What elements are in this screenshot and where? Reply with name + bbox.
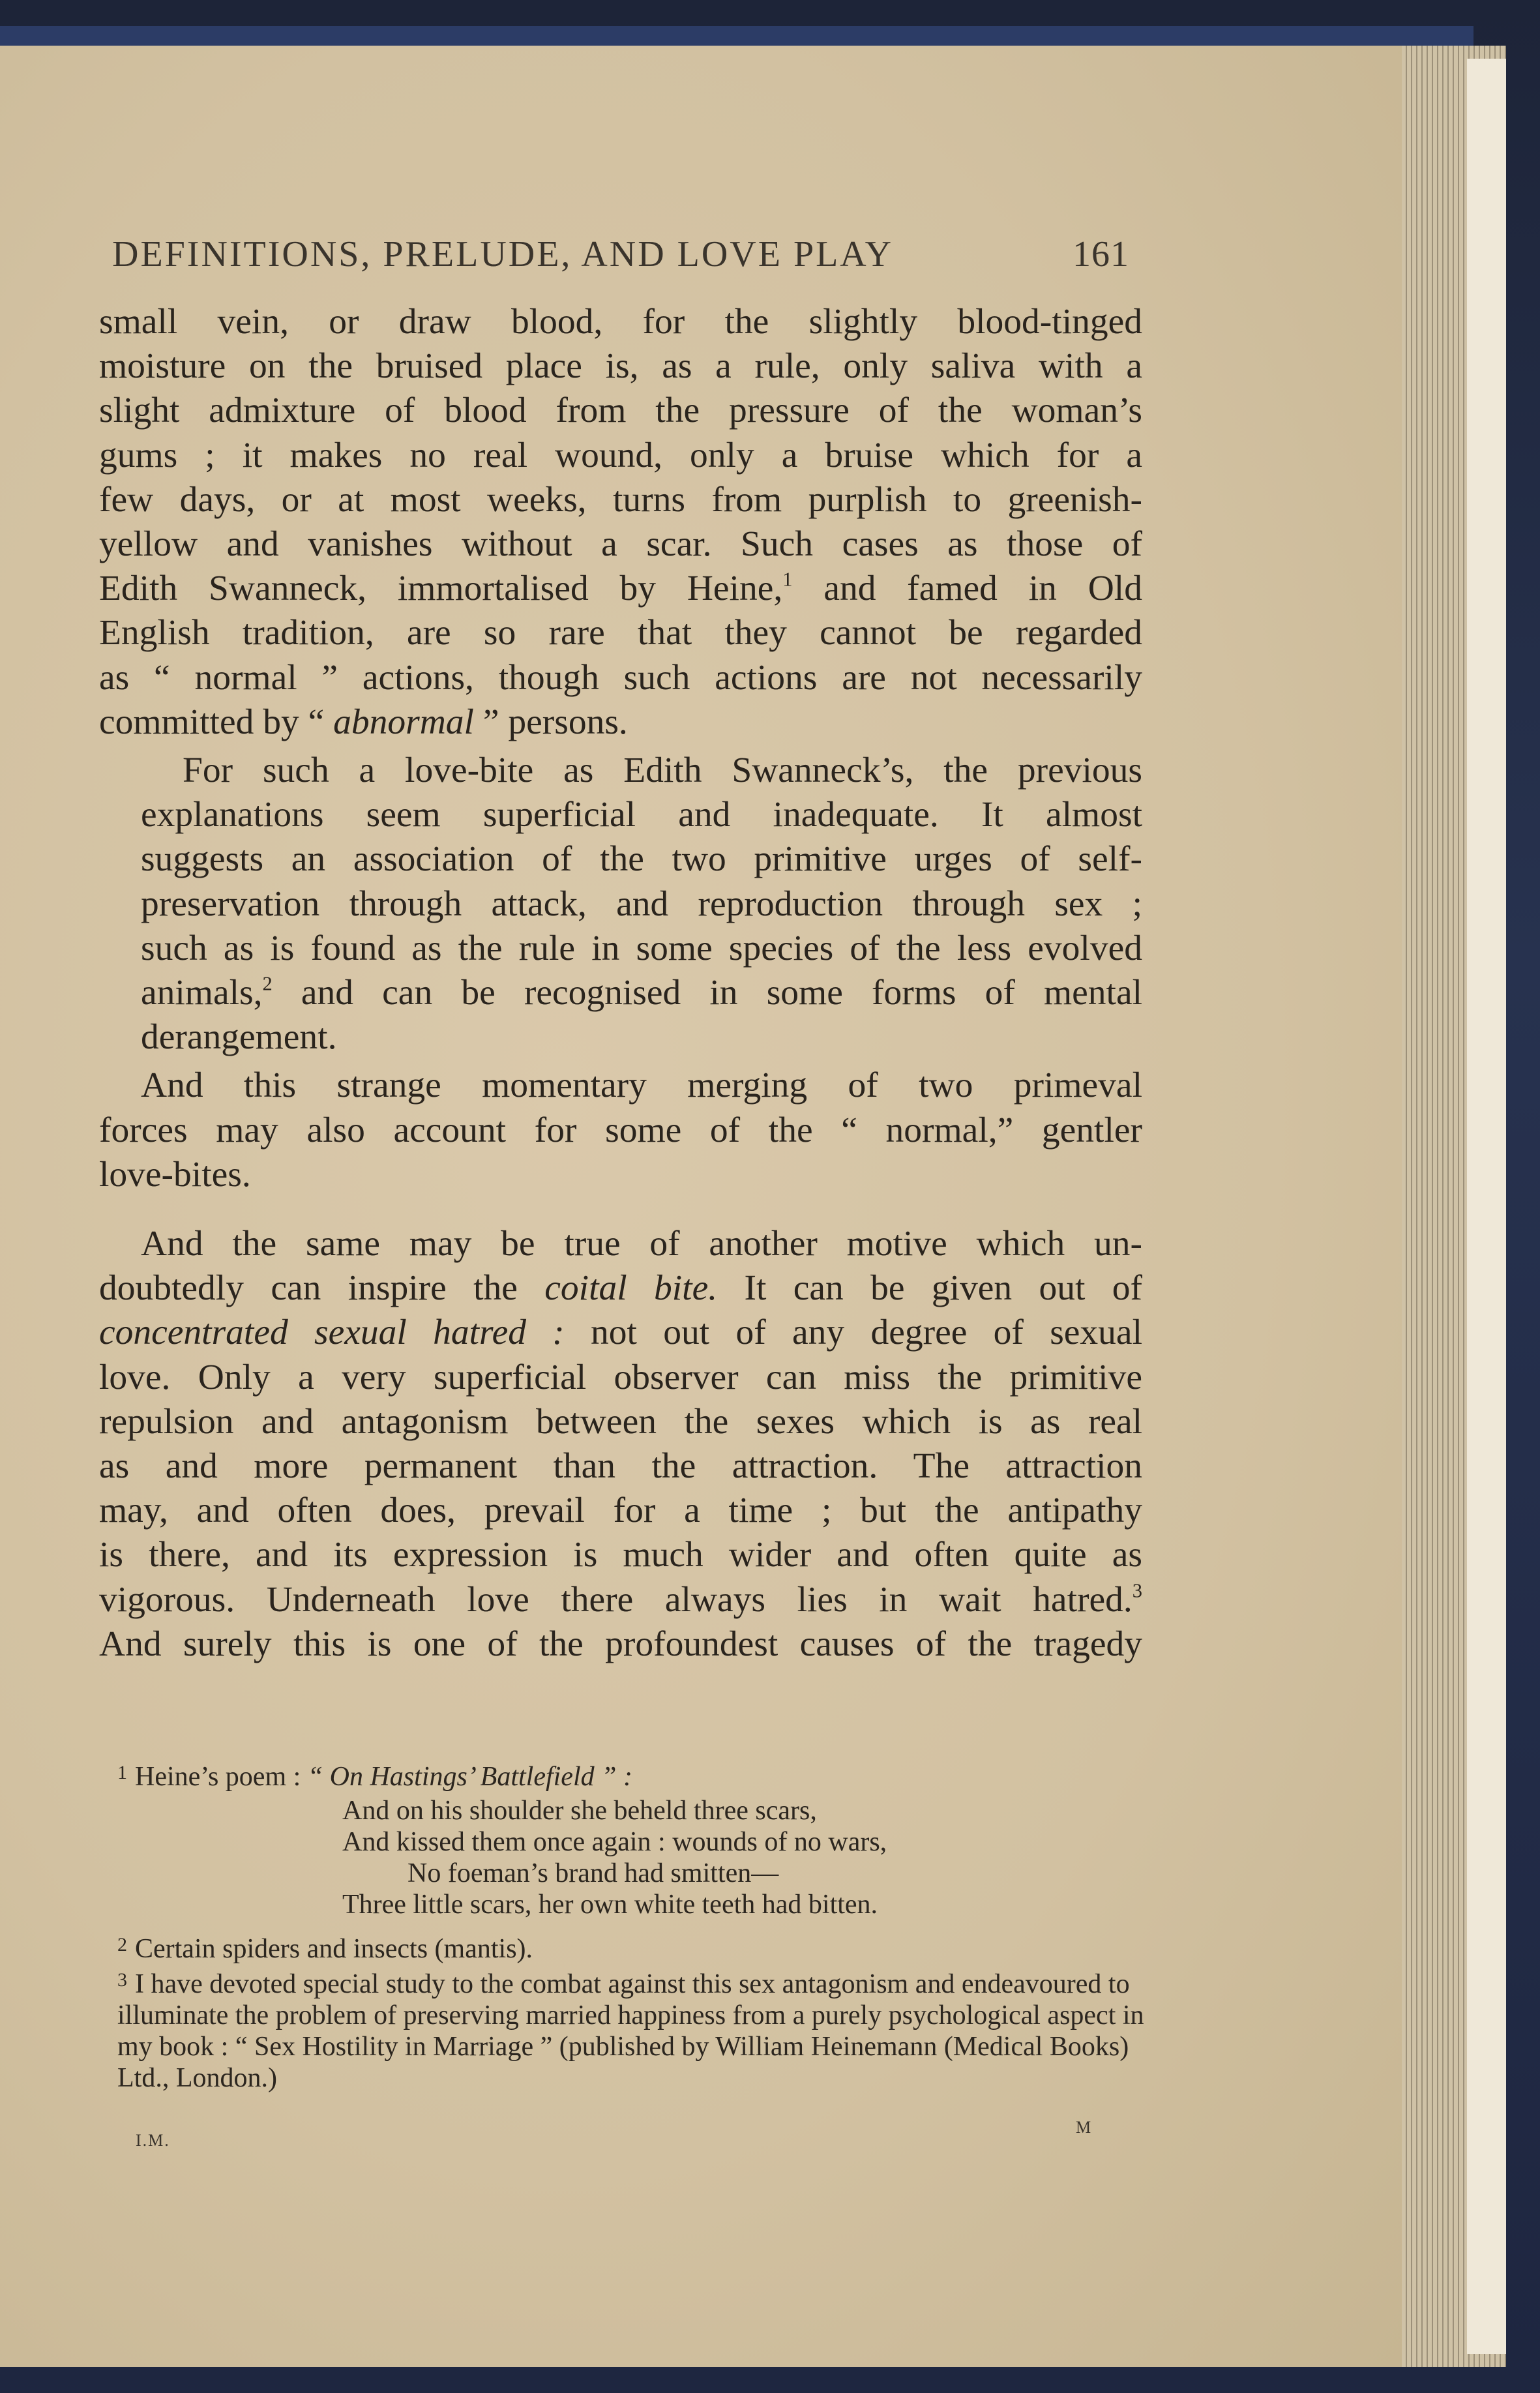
- paragraph-2: [99, 749, 1142, 1060]
- footnote-ref-3: 3: [1132, 1579, 1142, 1602]
- text-line: And surely this is one of the profoundest causes of the tragedy: [99, 1624, 1142, 1664]
- signature-mark-left: I.M.: [136, 2131, 170, 2150]
- text-segment: and can be recognised in some forms of mental: [272, 973, 1142, 1013]
- footnote-1: [117, 1757, 1154, 1792]
- text-line: explanations seem superficial and inadequate. It almost: [141, 795, 1142, 835]
- text-line: derangement.: [141, 1017, 337, 1058]
- footnote-3-number: 3: [117, 1969, 127, 1991]
- text-line: gums ; it makes no real wound, only a bruise which for a: [99, 435, 1142, 475]
- text-segment: and famed in Old: [792, 569, 1142, 609]
- running-head: [112, 233, 1129, 275]
- italic-concentrated-hatred: concentrated sexual hatred :: [99, 1313, 565, 1353]
- text-segment: Edith Swanneck, immortalised by Heine,: [99, 569, 783, 609]
- signature-mark-right: M: [1076, 2118, 1091, 2137]
- page-edges-outer: [1467, 59, 1506, 2354]
- text-line: repulsion and antagonism between the sexes which is as real: [99, 1401, 1142, 1442]
- book-page: [0, 46, 1402, 2367]
- text-segment: vigorous. Underneath love there always lies in wait hatred.: [99, 1579, 1133, 1620]
- text-line: [99, 971, 1142, 1015]
- footnote-ref-2: 2: [262, 972, 273, 995]
- footnote-2-number: 2: [117, 1934, 127, 1955]
- footnotes: [117, 1757, 1154, 2094]
- footnote-3: [117, 1965, 1154, 2094]
- verse-line: And on his shoulder she beheld three scars,: [342, 1796, 817, 1826]
- text-segment: committed by “: [99, 702, 334, 742]
- text-line: And this strange momentary merging of two primeval: [141, 1065, 1142, 1106]
- text-line: For such a love-bite as Edith Swanneck’s, the previous: [183, 751, 1142, 791]
- text-line: may, and often does, prevail for a time ; but the antipathy: [99, 1491, 1142, 1531]
- page-number: 161: [1073, 234, 1129, 275]
- text-line: [99, 1578, 1142, 1622]
- text-line: English tradition, are so rare that they cannot be regarded: [99, 613, 1142, 653]
- body-text: [99, 300, 1142, 1667]
- footnote-ref-1: 1: [782, 568, 793, 591]
- text-segment: It can be given out of: [717, 1268, 1142, 1309]
- footnote-3-text: I have devoted special study to the combat against this sex antagonism and endeavoured to illuminate the problem of preserving married happiness from a purely psychological aspect in my book : “ Sex Hostility in Marriage ” (published by William Heinemann (Medical Books) Ltd., London.): [117, 1969, 1144, 2093]
- poem-verse: [342, 1795, 1154, 1920]
- verse-line: No foeman’s brand had smitten—: [407, 1858, 779, 1888]
- text-line: [99, 700, 1142, 745]
- verse-line: Three little scars, her own white teeth had bitten.: [342, 1890, 878, 1920]
- text-segment: ” persons.: [473, 702, 628, 742]
- footnote-1-title: “ On Hastings’ Battlefield ” :: [307, 1762, 632, 1792]
- text-line: yellow and vanishes without a scar. Such cases as those of: [99, 524, 1142, 565]
- paragraph-1: [99, 300, 1142, 745]
- text-line: as “ normal ” actions, though such actions are not necessarily: [99, 657, 1142, 698]
- text-line: such as is found as the rule in some species of the less evolved: [141, 928, 1142, 968]
- paragraph-4: [99, 1222, 1142, 1667]
- text-line: suggests an association of the two primitive urges of self-: [141, 839, 1142, 880]
- text-line: as and more permanent than the attraction. The attraction: [99, 1446, 1142, 1487]
- text-line: moisture on the bruised place is, as a rule, only saliva with a: [99, 346, 1142, 387]
- paragraph-3: [99, 1063, 1142, 1197]
- text-line: [99, 1311, 1142, 1355]
- verse-line: And kissed them once again : wounds of no wars,: [342, 1827, 887, 1857]
- footnote-1-number: 1: [117, 1762, 127, 1783]
- italic-abnormal: abnormal: [333, 702, 474, 742]
- text-segment: animals,: [141, 973, 263, 1013]
- text-line: forces may also account for some of the “ normal,” gentler: [99, 1110, 1142, 1150]
- text-line: love. Only a very superficial observer can miss the primitive: [99, 1357, 1142, 1397]
- running-title: DEFINITIONS, PRELUDE, AND LOVE PLAY: [112, 234, 894, 275]
- footnote-2: [117, 1929, 1154, 1965]
- text-line: [99, 1266, 1142, 1311]
- text-line: love-bites.: [99, 1154, 251, 1195]
- text-line: preservation through attack, and reproduction through sex ;: [141, 884, 1142, 924]
- text-line: And the same may be true of another motive which un-: [141, 1224, 1142, 1264]
- text-line: is there, and its expression is much wider and often quite as: [99, 1535, 1142, 1575]
- footnote-1-lead: Heine’s poem :: [135, 1762, 308, 1792]
- text-segment: doubtedly can inspire the: [99, 1268, 545, 1309]
- text-line: slight admixture of blood from the pressure of the woman’s: [99, 391, 1142, 431]
- text-line: few days, or at most weeks, turns from purplish to greenish-: [99, 479, 1142, 520]
- footnote-2-text: Certain spiders and insects (mantis).: [135, 1934, 533, 1964]
- italic-coital-bite: coital bite.: [544, 1268, 718, 1309]
- text-segment: not out of any degree of sexual: [564, 1313, 1142, 1353]
- text-line: small vein, or draw blood, for the slightly blood-tinged: [99, 302, 1142, 342]
- text-line: [99, 567, 1142, 611]
